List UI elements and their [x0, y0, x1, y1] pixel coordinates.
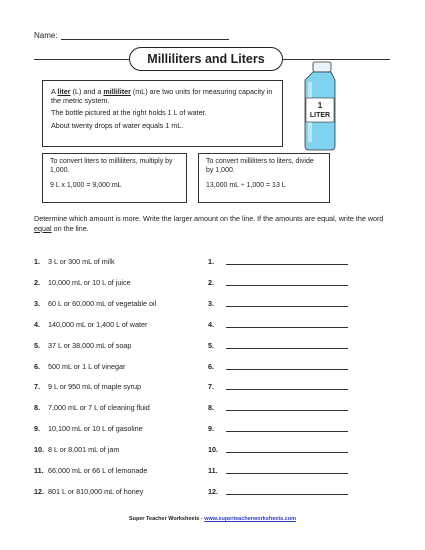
answer-2[interactable]: 2.: [208, 277, 348, 287]
question-1: 1. 3 L or 300 mL of milk: [34, 256, 115, 266]
footer-link[interactable]: www.superteacherworksheets.com: [204, 516, 297, 522]
answer-11[interactable]: 11.: [208, 465, 348, 475]
bottle-label-word: LITER: [309, 112, 331, 119]
answer-line[interactable]: [226, 403, 348, 411]
convert-to-l-box: [198, 153, 330, 203]
answer-line[interactable]: [226, 341, 348, 349]
answer-line[interactable]: [226, 362, 348, 370]
answer-line[interactable]: [226, 382, 348, 390]
question-11: 11. 66,000 mL or 66 L of lemonade: [34, 465, 148, 475]
answer-12[interactable]: 12.: [208, 486, 348, 496]
question-5: 5. 37 L or 38,000 mL of soap: [34, 340, 132, 350]
answer-line[interactable]: [226, 424, 348, 432]
answer-line[interactable]: [226, 299, 348, 307]
drops-text: About twenty drops of water equals 1 mL.: [51, 120, 184, 130]
name-field[interactable]: [34, 31, 229, 40]
convert-to-l-example: 13,000 mL ÷ 1,000 = 13 L: [206, 181, 286, 189]
bottle-illustration: [289, 60, 345, 152]
answer-line[interactable]: [226, 445, 348, 453]
convert-to-ml-example: 9 L x 1,000 = 9,000 mL: [50, 181, 122, 189]
question-8: 8. 7,000 mL or 7 L of cleaning fluid: [34, 402, 150, 412]
answer-3[interactable]: 3.: [208, 298, 348, 308]
answer-9[interactable]: 9.: [208, 423, 348, 433]
directions-text: Determine which amount is more. Write the larger amount on the line. If the amounts are equal, write the word equal on the line.: [34, 214, 384, 233]
question-7: 7. 9 L or 950 mL of maple syrup: [34, 381, 141, 391]
convert-to-ml-text: To convert liters to milliliters, multiply by 1,000.: [50, 158, 173, 174]
question-3: 3. 60 L or 60,000 mL of vegetable oil: [34, 298, 157, 308]
question-12: 12. 801 L or 810,000 mL of honey: [34, 486, 144, 496]
answer-1[interactable]: 1.: [208, 256, 348, 266]
answer-line[interactable]: [226, 466, 348, 474]
question-6: 6. 500 mL or 1 L of vinegar: [34, 361, 126, 371]
bottle-label-number: 1: [317, 101, 323, 110]
footer-brand: Super Teacher Worksheets: [128, 516, 200, 522]
answer-10[interactable]: 10.: [208, 444, 348, 454]
answer-6[interactable]: 6.: [208, 361, 348, 371]
question-4: 4. 140,000 mL or 1,400 L of water: [34, 319, 148, 329]
question-2: 2. 10,000 mL or 10 L of juice: [34, 277, 131, 287]
answer-4[interactable]: 4.: [208, 319, 348, 329]
name-label: Name:: [34, 31, 58, 40]
answer-8[interactable]: 8.: [208, 402, 348, 412]
info-box: [42, 80, 283, 147]
answer-7[interactable]: 7.: [208, 381, 348, 391]
answer-line[interactable]: [226, 320, 348, 328]
question-9: 9. 10,100 mL or 10 L of gasoline: [34, 423, 143, 433]
bottle-text: The bottle pictured at the right holds 1 L of water.: [51, 108, 207, 118]
milliliter-word: milliliter: [103, 87, 131, 96]
convert-to-ml-box: [42, 153, 187, 203]
footer: Super Teacher Worksheets - www.superteacherworksheets.com: [128, 516, 297, 522]
definition-text: A liter (L) and a milliliter (mL) are two units for measuring capacity in the metric system.: [51, 87, 273, 106]
liter-word: liter: [57, 87, 71, 96]
answer-5[interactable]: 5.: [208, 340, 348, 350]
convert-to-l-text: To convert milliliters to liters, divide by 1,000.: [206, 158, 314, 174]
question-10: 10. 8 L or 8,001 mL of jam: [34, 444, 120, 454]
answer-line[interactable]: [226, 487, 348, 495]
page-title: Milliliters and Liters: [147, 52, 265, 66]
answer-line[interactable]: [226, 257, 348, 265]
name-line[interactable]: [61, 32, 229, 40]
title-banner: [129, 47, 283, 71]
answer-line[interactable]: [226, 278, 348, 286]
equal-word: equal: [34, 223, 52, 233]
